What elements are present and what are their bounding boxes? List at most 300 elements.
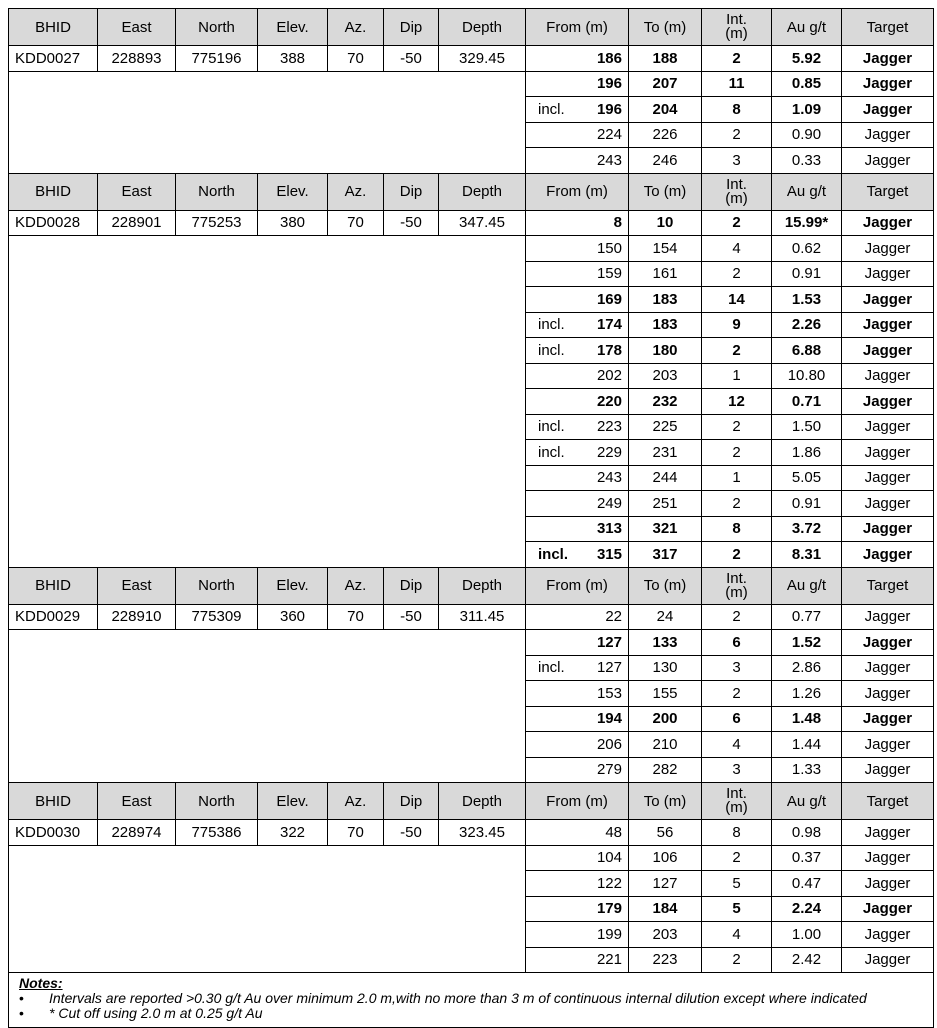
drill-results-sheet [8,8,933,1028]
int-cell: 1 [702,465,772,491]
au-cell: 0.98 [772,820,842,846]
blank-collar-area [9,845,526,973]
au-cell: 1.48 [772,706,842,732]
au-cell: 1.00 [772,922,842,948]
to-cell: 183 [629,312,702,338]
header-row [9,9,934,46]
target-cell: Jagger [842,542,934,568]
from-cell [526,389,629,415]
column-header-int [702,567,772,604]
au-cell: 5.05 [772,465,842,491]
from-value: 127 [596,659,622,677]
target-cell: Jagger [842,681,934,707]
column-header-east: East [98,783,176,820]
interval-row [9,71,934,97]
to-cell: 24 [629,604,702,630]
au-cell: 0.33 [772,148,842,174]
to-cell: 154 [629,236,702,262]
target-cell: Jagger [842,516,934,542]
column-header-elev: Elev. [258,9,328,46]
collar-bhid: KDD0027 [9,46,98,72]
from-value: 104 [596,849,622,867]
column-header-east: East [98,173,176,210]
column-header-depth: Depth [439,9,526,46]
bullet-icon: • [19,1005,24,1021]
column-header-to: To (m) [629,567,702,604]
int-cell: 3 [702,148,772,174]
interval-row [9,820,934,846]
from-value: 22 [605,608,622,626]
int-cell: 8 [702,820,772,846]
au-cell: 1.44 [772,732,842,758]
column-header-elev: Elev. [258,173,328,210]
int-cell: 8 [702,97,772,123]
column-header-au: Au g/t [772,783,842,820]
target-cell: Jagger [842,312,934,338]
column-header-az: Az. [328,173,384,210]
from-cell [526,516,629,542]
column-header-au: Au g/t [772,567,842,604]
collar-dip: -50 [384,604,439,630]
from-cell [526,491,629,517]
column-header-depth: Depth [439,567,526,604]
au-cell: 1.09 [772,97,842,123]
collar-east: 228901 [98,210,176,236]
target-cell: Jagger [842,922,934,948]
to-cell: 133 [629,630,702,656]
target-cell: Jagger [842,46,934,72]
int-cell: 6 [702,630,772,656]
column-header-int [702,173,772,210]
au-cell: 0.47 [772,871,842,897]
column-header-target: Target [842,567,934,604]
int-cell: 11 [702,71,772,97]
incl-prefix: incl. [538,316,565,334]
int-cell: 2 [702,261,772,287]
target-cell: Jagger [842,236,934,262]
int-cell: 3 [702,757,772,783]
column-header-from: From (m) [526,567,629,604]
au-cell: 0.71 [772,389,842,415]
from-cell [526,414,629,440]
column-header-target: Target [842,173,934,210]
column-header-az: Az. [328,783,384,820]
collar-az: 70 [328,46,384,72]
to-cell: 130 [629,655,702,681]
au-cell: 2.26 [772,312,842,338]
from-value: 169 [596,290,622,308]
column-header-target: Target [842,783,934,820]
column-header-au: Au g/t [772,9,842,46]
notes-block [9,973,934,1028]
from-value: 224 [596,126,622,144]
collar-depth: 323.45 [439,820,526,846]
blank-collar-area [9,630,526,783]
int-cell: 4 [702,732,772,758]
target-cell: Jagger [842,845,934,871]
from-cell [526,947,629,973]
from-cell [526,210,629,236]
int-cell: 2 [702,46,772,72]
target-cell: Jagger [842,757,934,783]
target-cell: Jagger [842,871,934,897]
int-cell: 2 [702,414,772,440]
column-header-az: Az. [328,9,384,46]
from-cell [526,440,629,466]
au-cell: 1.33 [772,757,842,783]
incl-prefix: incl. [538,443,565,461]
from-value: 196 [596,75,622,93]
target-cell: Jagger [842,148,934,174]
au-cell: 2.86 [772,655,842,681]
to-cell: 223 [629,947,702,973]
from-cell [526,845,629,871]
au-cell: 3.72 [772,516,842,542]
from-value: 48 [605,823,622,841]
collar-east: 228910 [98,604,176,630]
from-value: 221 [596,951,622,969]
to-cell: 226 [629,122,702,148]
note-text: * Cut off using 2.0 m at 0.25 g/t Au [49,1005,263,1021]
column-header-bhid: BHID [9,9,98,46]
collar-north: 775309 [176,604,258,630]
from-value: 159 [596,265,622,283]
from-cell [526,46,629,72]
from-cell [526,681,629,707]
collar-elev: 388 [258,46,328,72]
interval-row [9,210,934,236]
column-header-from: From (m) [526,173,629,210]
interval-row [9,630,934,656]
column-header-north: North [176,783,258,820]
to-cell: 232 [629,389,702,415]
column-header-east: East [98,9,176,46]
from-value: 127 [596,633,622,651]
column-header-to: To (m) [629,9,702,46]
from-cell [526,820,629,846]
target-cell: Jagger [842,261,934,287]
notes-row [9,973,934,1028]
from-cell [526,148,629,174]
au-cell: 2.42 [772,947,842,973]
target-cell: Jagger [842,947,934,973]
collar-bhid: KDD0030 [9,820,98,846]
target-cell: Jagger [842,71,934,97]
au-cell: 6.88 [772,338,842,364]
from-value: 220 [596,392,622,410]
to-cell: 127 [629,871,702,897]
from-value: 313 [596,520,622,538]
header-row [9,567,934,604]
note-text: Intervals are reported >0.30 g/t Au over minimum 2.0 m,with no more than 3 m of continuous internal dilution except where indicated [49,990,867,1006]
column-header-target: Target [842,9,934,46]
collar-az: 70 [328,210,384,236]
to-cell: 231 [629,440,702,466]
from-value: 229 [596,443,622,461]
incl-prefix: incl. [538,341,565,359]
column-header-int-line1: Int. [726,175,747,193]
incl-prefix: incl. [538,545,569,563]
int-cell: 4 [702,236,772,262]
target-cell: Jagger [842,630,934,656]
from-value: 153 [596,684,622,702]
from-value: 186 [596,49,622,67]
from-cell [526,871,629,897]
to-cell: 210 [629,732,702,758]
to-cell: 200 [629,706,702,732]
note-item [19,1006,923,1021]
int-cell: 2 [702,122,772,148]
int-cell: 1 [702,363,772,389]
column-header-to: To (m) [629,173,702,210]
from-value: 202 [596,367,622,385]
int-cell: 9 [702,312,772,338]
header-row [9,173,934,210]
to-cell: 244 [629,465,702,491]
column-header-int-line2: (m) [725,189,748,207]
int-cell: 12 [702,389,772,415]
int-cell: 2 [702,338,772,364]
collar-elev: 322 [258,820,328,846]
incl-prefix: incl. [538,418,565,436]
from-value: 223 [596,418,622,436]
column-header-bhid: BHID [9,567,98,604]
target-cell: Jagger [842,820,934,846]
blank-collar-area [9,71,526,173]
from-cell [526,338,629,364]
from-value: 196 [596,100,622,118]
collar-north: 775253 [176,210,258,236]
interval-row [9,236,934,262]
to-cell: 204 [629,97,702,123]
from-value: 243 [596,151,622,169]
from-cell [526,122,629,148]
blank-collar-area [9,236,526,568]
from-value: 279 [596,761,622,779]
au-cell: 1.53 [772,287,842,313]
column-header-north: North [176,9,258,46]
from-cell [526,922,629,948]
from-cell [526,732,629,758]
int-cell: 8 [702,516,772,542]
interval-row [9,46,934,72]
from-value: 315 [596,545,622,563]
from-value: 199 [596,925,622,943]
to-cell: 282 [629,757,702,783]
target-cell: Jagger [842,655,934,681]
int-cell: 3 [702,655,772,681]
collar-east: 228974 [98,820,176,846]
column-header-int-line2: (m) [725,25,748,42]
incl-prefix: incl. [538,100,565,118]
target-cell: Jagger [842,491,934,517]
from-value: 150 [596,239,622,257]
collar-east: 228893 [98,46,176,72]
to-cell: 106 [629,845,702,871]
collar-bhid: KDD0028 [9,210,98,236]
from-value: 206 [596,735,622,753]
to-cell: 225 [629,414,702,440]
from-cell [526,287,629,313]
from-value: 174 [596,316,622,334]
interval-row [9,845,934,871]
target-cell: Jagger [842,732,934,758]
to-cell: 203 [629,922,702,948]
column-header-int-line2: (m) [725,583,748,601]
au-cell: 0.91 [772,261,842,287]
column-header-elev: Elev. [258,783,328,820]
to-cell: 188 [629,46,702,72]
drill-results-table [8,8,934,1028]
collar-depth: 311.45 [439,604,526,630]
column-header-az: Az. [328,567,384,604]
au-cell: 1.50 [772,414,842,440]
bullet-icon: • [19,990,24,1006]
column-header-int-line2: (m) [725,799,748,816]
column-header-east: East [98,567,176,604]
from-cell [526,71,629,97]
from-cell [526,604,629,630]
to-cell: 246 [629,148,702,174]
column-header-bhid: BHID [9,173,98,210]
from-cell [526,465,629,491]
int-cell: 2 [702,681,772,707]
column-header-depth: Depth [439,173,526,210]
to-cell: 161 [629,261,702,287]
target-cell: Jagger [842,363,934,389]
column-header-from: From (m) [526,783,629,820]
int-cell: 2 [702,845,772,871]
column-header-to: To (m) [629,783,702,820]
from-cell [526,757,629,783]
to-cell: 56 [629,820,702,846]
au-cell: 1.52 [772,630,842,656]
au-cell: 2.24 [772,896,842,922]
to-cell: 317 [629,542,702,568]
to-cell: 203 [629,363,702,389]
target-cell: Jagger [842,122,934,148]
au-cell: 15.99* [772,210,842,236]
au-cell: 10.80 [772,363,842,389]
int-cell: 2 [702,542,772,568]
au-cell: 5.92 [772,46,842,72]
target-cell: Jagger [842,389,934,415]
from-value: 179 [596,900,622,918]
collar-north: 775196 [176,46,258,72]
to-cell: 180 [629,338,702,364]
from-cell [526,236,629,262]
au-cell: 1.26 [772,681,842,707]
int-cell: 5 [702,896,772,922]
header-row [9,783,934,820]
collar-bhid: KDD0029 [9,604,98,630]
target-cell: Jagger [842,440,934,466]
int-cell: 2 [702,947,772,973]
int-cell: 2 [702,440,772,466]
column-header-dip: Dip [384,567,439,604]
column-header-int [702,9,772,46]
collar-north: 775386 [176,820,258,846]
int-cell: 5 [702,871,772,897]
au-cell: 0.62 [772,236,842,262]
incl-prefix: incl. [538,659,565,677]
from-cell [526,363,629,389]
collar-elev: 380 [258,210,328,236]
column-header-dip: Dip [384,9,439,46]
target-cell: Jagger [842,338,934,364]
int-cell: 2 [702,491,772,517]
column-header-au: Au g/t [772,173,842,210]
collar-elev: 360 [258,604,328,630]
column-header-int [702,783,772,820]
au-cell: 0.91 [772,491,842,517]
column-header-north: North [176,173,258,210]
to-cell: 184 [629,896,702,922]
int-cell: 14 [702,287,772,313]
int-cell: 6 [702,706,772,732]
to-cell: 10 [629,210,702,236]
from-cell [526,706,629,732]
from-cell [526,261,629,287]
from-value: 194 [596,710,622,728]
collar-depth: 347.45 [439,210,526,236]
target-cell: Jagger [842,896,934,922]
au-cell: 8.31 [772,542,842,568]
from-cell [526,312,629,338]
drill-results-body [9,9,934,1028]
target-cell: Jagger [842,604,934,630]
from-cell [526,896,629,922]
from-cell [526,630,629,656]
column-header-elev: Elev. [258,567,328,604]
target-cell: Jagger [842,210,934,236]
column-header-int-line1: Int. [726,785,747,802]
int-cell: 4 [702,922,772,948]
int-cell: 2 [702,604,772,630]
target-cell: Jagger [842,465,934,491]
from-value: 249 [596,494,622,512]
from-value: 178 [596,341,622,359]
collar-dip: -50 [384,46,439,72]
column-header-int-line1: Int. [726,569,747,587]
collar-depth: 329.45 [439,46,526,72]
column-header-north: North [176,567,258,604]
collar-az: 70 [328,604,384,630]
column-header-dip: Dip [384,783,439,820]
collar-dip: -50 [384,210,439,236]
au-cell: 0.85 [772,71,842,97]
target-cell: Jagger [842,414,934,440]
to-cell: 183 [629,287,702,313]
collar-az: 70 [328,820,384,846]
from-value: 243 [596,469,622,487]
target-cell: Jagger [842,706,934,732]
interval-row [9,604,934,630]
column-header-int-line1: Int. [726,11,747,28]
au-cell: 0.37 [772,845,842,871]
notes-title: Notes: [19,975,63,991]
note-item [19,991,923,1006]
target-cell: Jagger [842,287,934,313]
to-cell: 155 [629,681,702,707]
au-cell: 1.86 [772,440,842,466]
from-value: 8 [613,214,622,232]
column-header-from: From (m) [526,9,629,46]
au-cell: 0.90 [772,122,842,148]
to-cell: 251 [629,491,702,517]
column-header-depth: Depth [439,783,526,820]
column-header-bhid: BHID [9,783,98,820]
